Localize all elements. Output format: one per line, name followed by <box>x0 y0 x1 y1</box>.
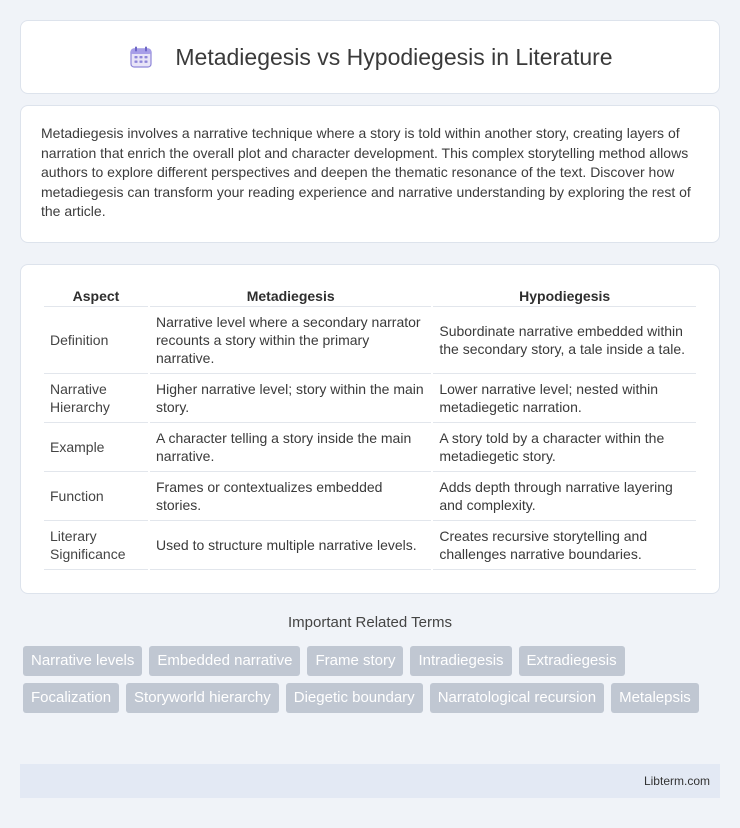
row-aspect: Function <box>44 472 148 521</box>
table-row <box>44 423 696 472</box>
related-term-tag[interactable]: Narratological recursion <box>430 683 604 713</box>
row-aspect: Literary Significance <box>44 521 148 570</box>
related-terms-list <box>23 646 723 713</box>
header-hypodiegesis: Hypodiegesis <box>433 285 696 307</box>
comparison-table <box>42 285 698 570</box>
row-metadiegesis: Higher narrative level; story within the main story. <box>150 374 431 423</box>
table-row <box>44 521 696 570</box>
row-aspect: Definition <box>44 307 148 374</box>
page-title: Metadiegesis vs Hypodiegesis in Literature <box>175 43 613 70</box>
comparison-table-card <box>20 264 720 594</box>
row-metadiegesis: A character telling a story inside the main narrative. <box>150 423 431 472</box>
row-hypodiegesis: Lower narrative level; nested within metadiegetic narration. <box>433 374 696 423</box>
row-hypodiegesis: Adds depth through narrative layering and complexity. <box>433 472 696 521</box>
footer-site-link[interactable]: Libterm.com <box>643 774 710 788</box>
header-aspect: Aspect <box>44 285 148 307</box>
calendar-grid-icon <box>127 43 155 71</box>
row-hypodiegesis: Creates recursive storytelling and challenges narrative boundaries. <box>433 521 696 570</box>
row-metadiegesis: Narrative level where a secondary narrator recounts a story within the primary narrative. <box>150 307 431 374</box>
related-term-tag[interactable]: Intradiegesis <box>410 646 511 676</box>
related-term-tag[interactable]: Frame story <box>307 646 403 676</box>
related-term-tag[interactable]: Focalization <box>23 683 119 713</box>
related-terms-title: Important Related Terms <box>288 614 452 631</box>
row-aspect: Narrative Hierarchy <box>44 374 148 423</box>
related-term-tag[interactable]: Embedded narrative <box>149 646 300 676</box>
row-hypodiegesis: A story told by a character within the metadiegetic story. <box>433 423 696 472</box>
table-header-row <box>44 285 696 307</box>
row-metadiegesis: Used to structure multiple narrative levels. <box>150 521 431 570</box>
related-term-tag[interactable]: Storyworld hierarchy <box>126 683 279 713</box>
row-hypodiegesis: Subordinate narrative embedded within the secondary story, a tale inside a tale. <box>433 307 696 374</box>
row-metadiegesis: Frames or contextualizes embedded stories. <box>150 472 431 521</box>
table-row <box>44 374 696 423</box>
related-term-tag[interactable]: Extradiegesis <box>519 646 625 676</box>
header-card <box>20 20 720 94</box>
intro-paragraph: Metadiegesis involves a narrative technique where a story is told within another story, creating layers of narration that enrich the overall plot and character development. This complex storytelling method allows authors to explore different perspectives and deepen the thematic resonance of the text. Discover how metadiegesis can transform your reading experience and narrative understanding by exploring the rest of the article. <box>41 125 691 219</box>
intro-card <box>20 105 720 243</box>
header-metadiegesis: Metadiegesis <box>150 285 431 307</box>
table-row <box>44 307 696 374</box>
row-aspect: Example <box>44 423 148 472</box>
footer <box>20 764 720 798</box>
related-term-tag[interactable]: Metalepsis <box>611 683 699 713</box>
related-term-tag[interactable]: Diegetic boundary <box>286 683 423 713</box>
table-row <box>44 472 696 521</box>
related-term-tag[interactable]: Narrative levels <box>23 646 142 676</box>
